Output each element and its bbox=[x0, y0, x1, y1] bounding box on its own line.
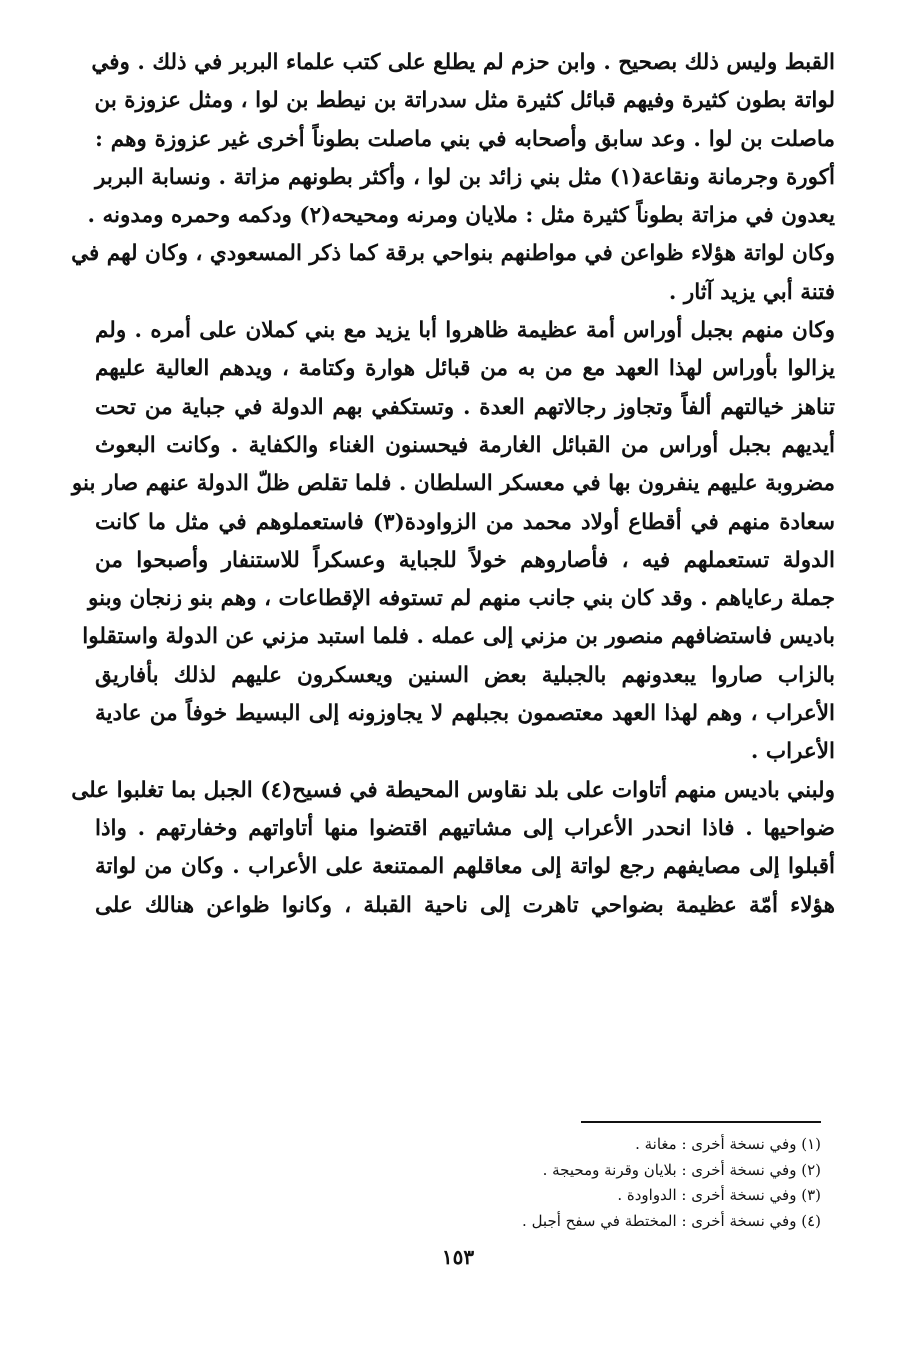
text-line: ولبني باديس منهم أتاوات على بلد نقاوس المحيطة في فسيح(٤) الجبل بما تغلبوا على bbox=[71, 777, 835, 803]
text-line: سعادة منهم في أقطاع أولاد محمد من الزواودة(٣) فاستعملوهم في مثل ما كانت bbox=[95, 509, 835, 535]
text-line-paragraph-end: الأعراب . bbox=[750, 739, 835, 765]
text-line: القبط وليس ذلك بصحيح . وابن حزم لم يطلع على كتب علماء البربر في ذلك . وفي bbox=[91, 50, 835, 75]
text-line: مضروبة عليهم ينفرون بها في معسكر السلطان . فلما تقلص ظلّ الدولة عنهم صار بنو bbox=[71, 471, 835, 497]
text-line: هؤلاء أمّة عظيمة بضواحي تاهرت إلى ناحية القبلة ، وكانوا ظواعن هنالك على bbox=[95, 892, 835, 918]
page-body bbox=[71, 44, 835, 925]
text-line: ماصلت بن لوا . وعد سابق وأصحابه في بني ماصلت بطوناً أخرى غير عزوزة وهم : bbox=[95, 126, 835, 152]
text-line: يزالوا بأوراس لهذا العهد مع من به من قبائل هوارة وكتامة ، ويدهم العالية عليهم bbox=[95, 356, 835, 382]
footnote-divider bbox=[581, 1121, 821, 1123]
text-line: جملة رعاياهم . وقد كان بني جانب منهم لم تستوفه الإقطاعات ، وهم بنو زنجان وبنو bbox=[88, 586, 835, 612]
text-line: لواتة بطون كثيرة وفيهم قبائل كثيرة مثل سدراتة بن نيطط بن لوا ، ومثل عزوزة بن bbox=[94, 88, 835, 114]
text-line: أقبلوا إلى مصايفهم رجع لواتة إلى معاقلهم الممتنعة على الأعراب . وكان من لواتة bbox=[95, 854, 835, 880]
footnote-item: (٤) وفي نسخة أخرى : المختطة في سفح أجبل . bbox=[522, 1211, 821, 1230]
text-line: الدولة تستعملهم فيه ، فأصاروهم خولاً للجباية وعسكراً للاستنفار وأصبحوا من bbox=[95, 547, 835, 573]
text-line: الأعراب ، وهم لهذا العهد معتصمون بجبلهم لا يجاوزونه إلى البسيط خوفاً من عادية bbox=[95, 701, 835, 727]
footnotes bbox=[421, 1132, 821, 1234]
text-line: بالزاب صاروا يبعدونهم بالجبلية بعض السنين ويعسكرون عليهم لذلك بأفاريق bbox=[95, 662, 835, 688]
footnote-item: (٢) وفي نسخة أخرى : بلايان وقرنة ومحيجة . bbox=[542, 1160, 821, 1179]
footnote-item: (٣) وفي نسخة أخرى : الدواودة . bbox=[617, 1186, 821, 1204]
text-line: أكورة وجرمانة ونقاعة(١) مثل بني زائد بن لوا ، وأكثر بطونهم مزاتة . ونسابة البربر bbox=[95, 164, 835, 190]
text-line: تناهز خيالتهم ألفاً وتجاوز رجالاتهم العدة . وتستكفي بهم الدولة في جباية من تحت bbox=[95, 394, 835, 420]
text-line: باديس فاستضافهم منصور بن مزني إلى عمله . فلما استبد مزني عن الدولة واستقلوا bbox=[82, 624, 835, 650]
text-line: وكان منهم بجبل أوراس أمة عظيمة ظاهروا أبا يزيد مع بني كملان على أمره . ولم bbox=[95, 318, 835, 344]
text-line: ضواحيها . فاذا انحدر الأعراب إلى مشاتيهم اقتضوا منها أتاواتهم وخفارتهم . واذا bbox=[95, 815, 835, 841]
text-line: أيديهم بجبل أوراس من القبائل الغارمة فيحسنون الغناء والكفاية . وكانت البعوث bbox=[95, 432, 835, 458]
footnote-item: (١) وفي نسخة أخرى : مغانة . bbox=[635, 1135, 821, 1153]
text-line: وكان لواتة هؤلاء ظواعن في مواطنهم بنواحي برقة كما ذكر المسعودي ، وكان لهم في bbox=[71, 241, 835, 267]
text-line-paragraph-end: فتنة أبي يزيد آثار . bbox=[668, 279, 835, 305]
page-number: ١٥٣ bbox=[441, 1245, 475, 1269]
main-text bbox=[71, 44, 835, 925]
text-line: يعدون في مزاتة بطوناً كثيرة مثل : ملايان ومرنه ومحيحه(٢) ودكمه وحمره ومدونه . bbox=[87, 203, 835, 229]
